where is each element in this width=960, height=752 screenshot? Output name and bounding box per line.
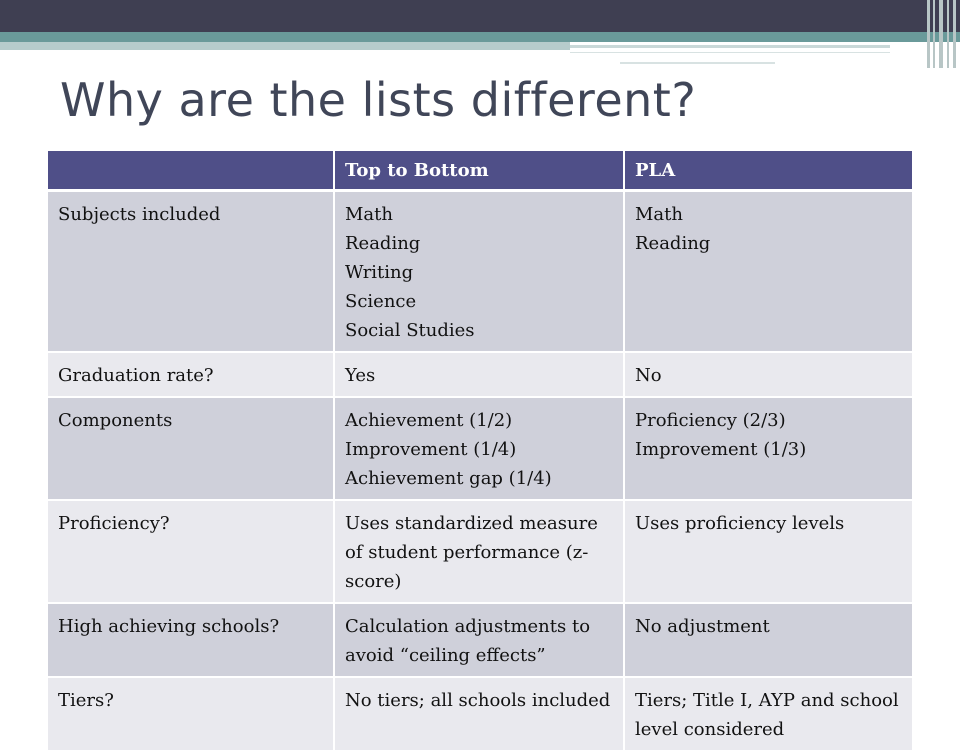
cell-line: Social Studies (345, 320, 475, 341)
cell-line: Reading (345, 233, 421, 254)
cell-line: Achievement (1/2) (345, 410, 513, 431)
header-cell-pla: PLA (624, 151, 912, 191)
cell-line: Proficiency (2/3) (635, 410, 786, 431)
header-rule (570, 52, 890, 53)
cell-line: Science (345, 291, 417, 312)
pla-cell (624, 603, 912, 677)
table-row (48, 397, 912, 500)
top-to-bottom-cell (334, 191, 624, 353)
row-label-text: Components (58, 410, 173, 431)
row-label (48, 500, 334, 603)
pla-cell (624, 397, 912, 500)
header-rule (570, 45, 890, 48)
table-row (48, 603, 912, 677)
cell-text: Uses standardized measure of student performance (z-score) (345, 513, 598, 592)
row-label-text: High achieving schools? (58, 616, 280, 637)
row-label (48, 397, 334, 500)
header-band-dark (0, 0, 960, 32)
cell-line: No (635, 365, 662, 386)
header-band-light (0, 42, 570, 50)
table-row (48, 352, 912, 397)
cell-line: Achievement gap (1/4) (345, 468, 552, 489)
table-header-row (48, 151, 912, 191)
cell-line: Math (345, 204, 393, 225)
cell-text: Uses proficiency levels (635, 513, 845, 534)
table-row (48, 500, 912, 603)
table-row (48, 677, 912, 751)
table-row (48, 191, 912, 353)
top-to-bottom-cell (334, 352, 624, 397)
cell-line: Improvement (1/4) (345, 439, 517, 460)
row-label (48, 352, 334, 397)
cell-text: No adjustment (635, 616, 770, 637)
slide-title: Why are the lists different? (60, 73, 697, 127)
row-label-text: Proficiency? (58, 513, 170, 534)
header-cell-blank (48, 151, 334, 191)
cell-text: No tiers; all schools included (345, 690, 611, 711)
pla-cell (624, 191, 912, 353)
top-to-bottom-cell (334, 603, 624, 677)
pla-cell (624, 677, 912, 751)
row-label-text: Graduation rate? (58, 365, 214, 386)
cell-line: Yes (345, 365, 376, 386)
top-to-bottom-cell (334, 677, 624, 751)
comparison-table (48, 151, 912, 752)
cell-line: Math (635, 204, 683, 225)
cell-line: Writing (345, 262, 414, 283)
cell-text: Tiers; Title I, AYP and school level considered (635, 690, 899, 740)
top-to-bottom-cell (334, 500, 624, 603)
cell-line: Reading (635, 233, 711, 254)
row-label-text: Subjects included (58, 204, 221, 225)
cell-text: Calculation adjustments to avoid “ceiling effects” (345, 616, 591, 666)
header-rule (620, 62, 775, 64)
cell-line: Improvement (1/3) (635, 439, 807, 460)
row-label-text: Tiers? (58, 690, 114, 711)
header-corner-accent (905, 0, 960, 68)
row-label (48, 191, 334, 353)
pla-cell (624, 500, 912, 603)
row-label (48, 677, 334, 751)
header-cell-top-to-bottom: Top to Bottom (334, 151, 624, 191)
pla-cell (624, 352, 912, 397)
header-band-teal (0, 32, 960, 42)
row-label (48, 603, 334, 677)
top-to-bottom-cell (334, 397, 624, 500)
